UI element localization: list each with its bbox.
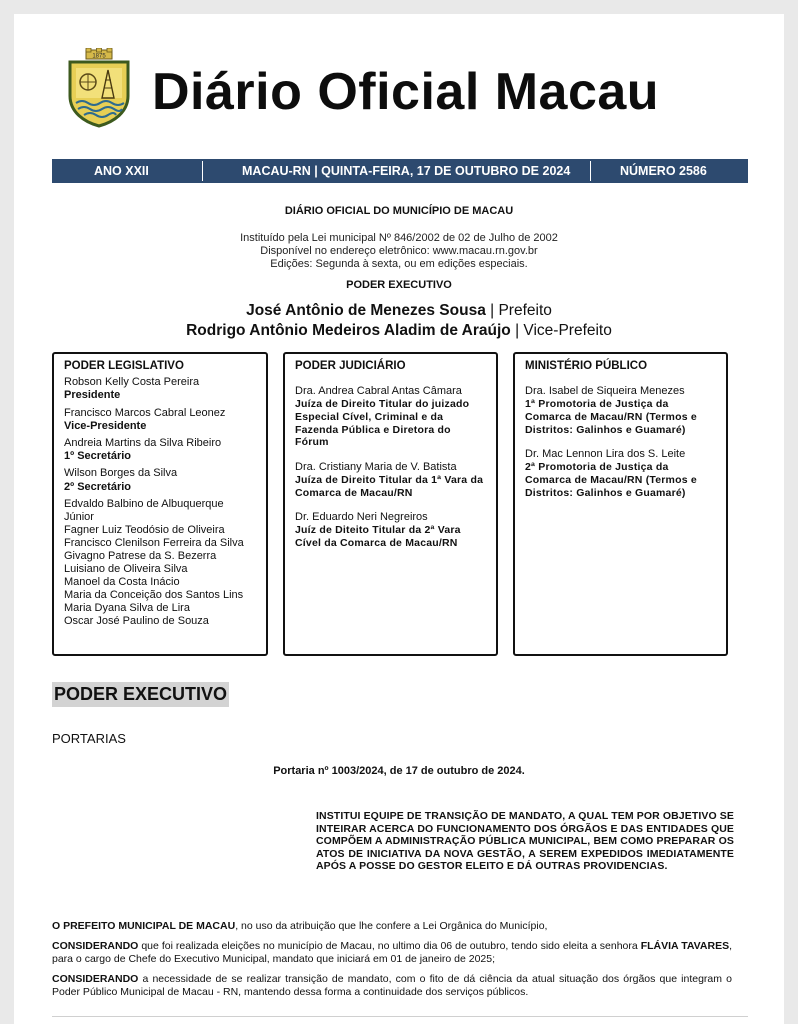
council-member: Oscar José Paulino de Souza xyxy=(64,614,209,627)
elected-mayor-name: FLÁVIA TAVARES xyxy=(640,940,730,952)
paragraph-considerando-2 xyxy=(52,973,732,998)
mayor-line xyxy=(14,301,784,320)
edition-number: NÚMERO 2586 xyxy=(620,164,707,178)
document-page xyxy=(14,14,784,1024)
institution-line-2: Disponível no endereço eletrônico: www.macau.rn.gov.br xyxy=(260,245,538,257)
municipal-coat-of-arms-icon xyxy=(66,48,132,128)
masthead xyxy=(14,14,784,178)
paragraph-preamble xyxy=(52,920,732,933)
officer-role: 1º Secretário xyxy=(64,450,131,463)
section-heading: PODER EXECUTIVO xyxy=(52,682,229,707)
council-member: Edvaldo Balbino de Albuquerque Júnior xyxy=(64,497,224,523)
vice-mayor-line xyxy=(14,321,784,340)
council-member: Francisco Clenilson Ferreira da Silva xyxy=(64,536,244,549)
paragraph-considerando-1 xyxy=(52,940,732,965)
council-member: Manoel da Costa Inácio xyxy=(64,575,180,588)
judge-role: Juíz de Diteito Titular da 2ª Vara Cível da Comarca de Macau/RN xyxy=(295,524,461,549)
institution-line-3: Edições: Segunda à sexta, ou em edições especiais. xyxy=(270,258,528,270)
council-member: Maria da Conceição dos Santos Lins xyxy=(64,588,244,601)
edition-bar xyxy=(52,159,748,183)
considerando-label: CONSIDERANDO xyxy=(52,973,139,985)
portaria-summary: INSTITUI EQUIPE DE TRANSIÇÃO DE MANDATO, A QUAL TEM POR OBJETIVO SE INTEIRAR ACERCA DO FUNCIONAMENTO DOS ÓRGÃOS E DAS ENTIDADES QUE COMPÕEM A ADMINISTRAÇÃO PÚBLICA MUNICIPAL, BEM COMO PREPARAR OS ATOS DE INICIATIVA DA NOVA GESTÃO, A SEREM EXPEDIDOS IMEDIATAMENTE APÓS A POSSE DO GESTOR ELEITO E DÁ OUTRAS PROVIDENCIAS. xyxy=(316,810,734,873)
portarias-label: PORTARIAS xyxy=(52,731,126,746)
mayor-name: José Antônio de Menezes Sousa xyxy=(246,302,486,319)
preamble-text: , no uso da atribuição que lhe confere a Lei Orgânica do Município, xyxy=(235,920,548,932)
judge-role: Juíza de Direito Titular do juizado Especial Cível, Criminal e da Fazenda Pública e Diretora do Fórum xyxy=(295,398,470,449)
officer-role: Vice-Presidente xyxy=(64,419,147,432)
public-ministry-title: MINISTÉRIO PÚBLICO xyxy=(525,360,648,372)
judge-name: Dr. Eduardo Neri Negreiros xyxy=(295,511,428,524)
logo-year: 1875 xyxy=(92,53,106,60)
prosecutor-name: Dra. Isabel de Siqueira Menezes xyxy=(525,385,685,398)
bar-divider xyxy=(202,161,203,181)
considerando-text: que foi realizada eleições no município de Macau, no ultimo dia 06 de outubro, tendo sido eleita a senhora xyxy=(138,940,641,952)
judge-name: Dra. Cristiany Maria de V. Batista xyxy=(295,460,457,473)
officer-name: Francisco Marcos Cabral Leonez xyxy=(64,406,226,419)
officer-name: Wilson Borges da Silva xyxy=(64,467,178,480)
judge-name: Dra. Andrea Cabral Antas Câmara xyxy=(295,385,462,398)
executive-heading: PODER EXECUTIVO xyxy=(346,279,452,291)
considerando-label: CONSIDERANDO xyxy=(52,940,139,952)
council-member: Luisiano de Oliveira Silva xyxy=(64,562,188,575)
officer-role: 2º Secretário xyxy=(64,480,131,493)
prosecutor-role: 2ª Promotoria de Justiça da Comarca de Macau/RN (Termos e Distritos: Galinhos e Guamaré) xyxy=(525,461,697,499)
council-member: Givagno Patrese da S. Bezerra xyxy=(64,549,217,562)
page-divider xyxy=(52,1016,748,1017)
institution-line-1: Instituído pela Lei municipal Nº 846/2002 de 02 de Julho de 2002 xyxy=(240,232,558,244)
officer-name: Andreia Martins da Silva Ribeiro xyxy=(64,437,222,450)
council-member: Maria Dyana Silva de Lira xyxy=(64,601,190,614)
judiciary-title: PODER JUDICIÁRIO xyxy=(295,360,406,372)
public-ministry-box xyxy=(513,352,728,656)
judge-role: Juíza de Direito Titular da 1ª Vara da Comarca de Macau/RN xyxy=(295,473,484,499)
prosecutor-name: Dr. Mac Lennon Lira dos S. Leite xyxy=(525,448,686,461)
edition-date: MACAU-RN | QUINTA-FEIRA, 17 DE OUTUBRO DE 2024 xyxy=(242,164,571,178)
newspaper-title: Diário Oficial Macau xyxy=(152,63,660,121)
official-heading: DIÁRIO OFICIAL DO MUNICÍPIO DE MACAU xyxy=(284,205,514,217)
officer-role: Presidente xyxy=(64,389,121,402)
prosecutor-role: 1ª Promotoria de Justiça da Comarca de Macau/RN (Termos e Distritos: Galinhos e Guamaré) xyxy=(525,398,697,436)
portaria-title: Portaria nº 1003/2024, de 17 de outubro de 2024. xyxy=(273,765,525,777)
legislative-title: PODER LEGISLATIVO xyxy=(64,360,184,372)
vice-mayor-name: Rodrigo Antônio Medeiros Aladim de Araújo xyxy=(186,322,511,339)
bar-divider xyxy=(590,161,591,181)
mayor-role: | Prefeito xyxy=(490,302,552,319)
considerando-text: a necessidade de se realizar transição de mandato, com o fito de dá ciência da atual situação dos órgãos que integram o Poder Público Municipal de Macau - RN, mantendo dessa forma a continuidade dos serviços públicos. xyxy=(52,973,732,998)
edition-year: ANO XXII xyxy=(94,164,149,178)
mayor-title: O PREFEITO MUNICIPAL DE MACAU xyxy=(52,920,236,932)
considerando-text: , para o cargo de Chefe do Executivo Municipal, mandato que iniciará em 01 de janeiro de 2025; xyxy=(52,940,732,965)
vice-mayor-role: | Vice-Prefeito xyxy=(515,322,612,339)
officer-name: Robson Kelly Costa Pereira xyxy=(64,376,200,389)
council-member: Fagner Luiz Teodósio de Oliveira xyxy=(64,523,225,536)
judiciary-box xyxy=(283,352,498,656)
legislative-box xyxy=(52,352,268,656)
